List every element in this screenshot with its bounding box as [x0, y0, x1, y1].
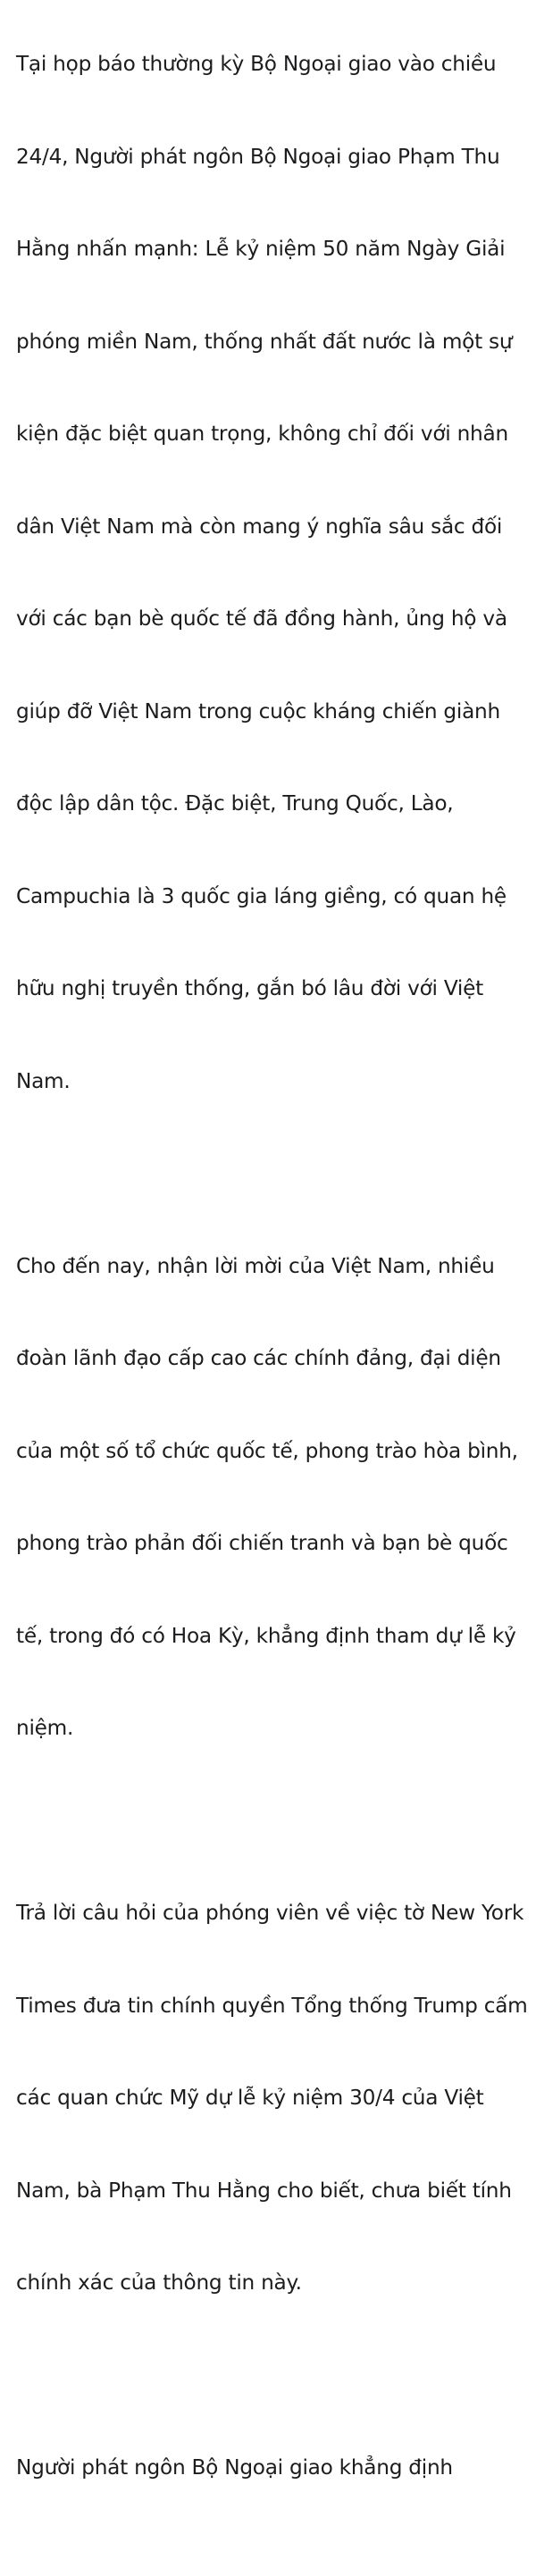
text-line: đoàn lãnh đạo cấp cao các chính đảng, đại diện [16, 1346, 501, 1370]
text-line: tế, trong đó có Hoa Kỳ, khẳng định tham dự lễ kỷ [16, 1623, 516, 1648]
text-line: với các bạn bè quốc tế đã đồng hành, ủng hộ và [16, 606, 507, 631]
paragraph-1 [16, 0, 530, 1158]
text-line: Nam, bà Phạm Thu Hằng cho biết, chưa biết tính [16, 2178, 512, 2203]
text-line: các quan chức Mỹ dự lễ kỷ niệm 30/4 của Việt [16, 2086, 484, 2110]
text-line: Campuchia là 3 quốc gia láng giềng, có quan hệ [16, 883, 507, 908]
text-line: của một số tổ chức quốc tế, phong trào hòa bình, [16, 1438, 518, 1463]
text-line: niệm. [16, 1716, 74, 1740]
text-line: Times đưa tin chính quyền Tổng thống Trump cấm [16, 1993, 528, 2018]
text-line: chính xác của thông tin này. [16, 2271, 302, 2295]
text-line: Tại họp báo thường kỳ Bộ Ngoại giao vào chiều [16, 52, 497, 76]
text-line: 24/4, Người phát ngôn Bộ Ngoại giao Phạm Thu [16, 144, 500, 169]
text-line: hữu nghị truyền thống, gắn bó lâu đời với Việt [16, 976, 483, 1000]
text-line: phóng miền Nam, thống nhất đất nước là một sự [16, 329, 513, 354]
text-line: phong trào phản đối chiến tranh và bạn bè quốc [16, 1531, 508, 1555]
article-body [16, 0, 530, 2576]
paragraph-2 [16, 1190, 530, 1806]
text-line: dân Việt Nam mà còn mang ý nghĩa sâu sắc đối [16, 514, 503, 539]
text-line: độc lập dân tộc. Đặc biệt, Trung Quốc, Lào, [16, 791, 454, 815]
text-line: Trả lời câu hỏi của phóng viên về việc tờ New York [16, 1901, 524, 1925]
text-line: kiện đặc biệt quan trọng, không chỉ đối với nhân [16, 422, 508, 446]
text-line: Hằng nhấn mạnh: Lễ kỷ niệm 50 năm Ngày Giải [16, 237, 506, 261]
paragraph-4 [16, 2391, 530, 2546]
text-line: Người phát ngôn Bộ Ngoại giao khẳng định [16, 2455, 453, 2480]
text-line: giúp đỡ Việt Nam trong cuộc kháng chiến giành [16, 698, 500, 723]
paragraph-3 [16, 1836, 530, 2361]
text-line: Nam. [16, 1068, 71, 1093]
text-line: Cho đến nay, nhận lời mời của Việt Nam, nhiều [16, 1253, 495, 1278]
